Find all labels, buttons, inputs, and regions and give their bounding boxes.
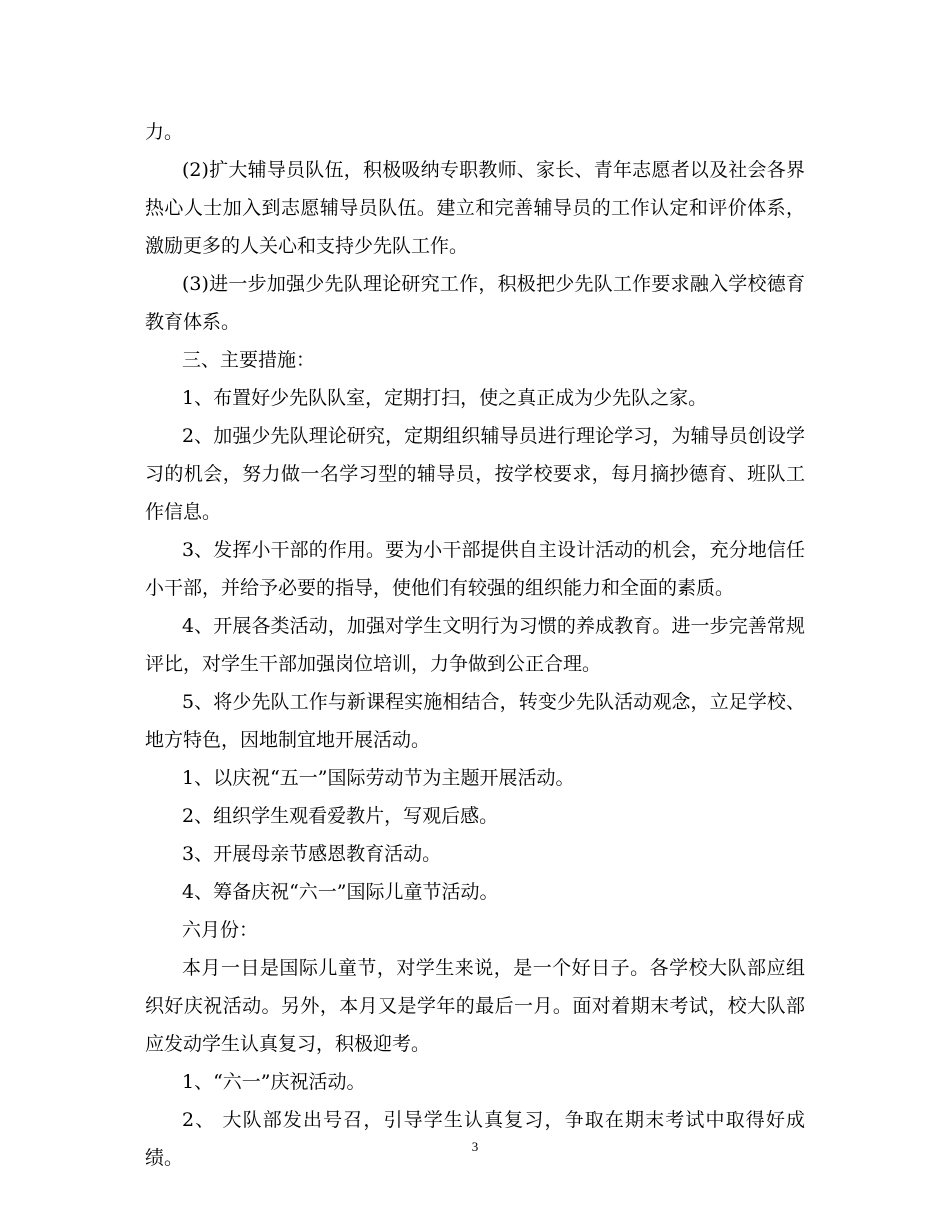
paragraph-6: 2、加强少先队理论研究，定期组织辅导员进行理论学习，为辅导员创设学习的机会，努力做一名学习型的辅导员，按学校要求，每月摘抄德育、班队工作信息。 bbox=[145, 425, 805, 523]
paragraph-15: 本月一日是国际儿童节，对学生来说，是一个好日子。各学校大队部应组织好庆祝活动。另外，本月又是学年的最后一月。面对着期末考试，校大队部应发动学生认真复习，积极迎考。 bbox=[145, 957, 805, 1055]
paragraph-10: 1、以庆祝“五一”国际劳动节为主题开展活动。 bbox=[182, 767, 575, 789]
paragraph-1: 力。 bbox=[145, 121, 184, 143]
paragraph-9: 5、将少先队工作与新课程实施相结合，转变少先队活动观念，立足学校、地方特色，因地制宜地开展活动。 bbox=[145, 691, 805, 751]
page-number: 3 bbox=[471, 1139, 479, 1154]
paragraph-2: (2)扩大辅导员队伍，积极吸纳专职教师、家长、青年志愿者以及社会各界热心人士加入到志愿辅导员队伍。建立和完善辅导员的工作认定和评价体系，激励更多的人关心和支持少先队工作。 bbox=[145, 159, 805, 257]
section-heading-june: 六月份： bbox=[182, 919, 259, 941]
paragraph-12: 3、开展母亲节感恩教育活动。 bbox=[182, 843, 442, 865]
document-body bbox=[145, 113, 805, 1177]
paragraph-5: 1、布置好少先队队室，定期打扫，使之真正成为少先队之家。 bbox=[182, 387, 708, 409]
paragraph-7: 3、发挥小干部的作用。要为小干部提供自主设计活动的机会，充分地信任小干部，并给予必要的指导，使他们有较强的组织能力和全面的素质。 bbox=[145, 539, 805, 599]
paragraph-16: 1、“六一”庆祝活动。 bbox=[182, 1071, 366, 1093]
paragraph-8: 4、开展各类活动，加强对学生文明行为习惯的养成教育。进一步完善常规评比，对学生干部加强岗位培训，力争做到公正合理。 bbox=[145, 615, 805, 675]
paragraph-3: (3)进一步加强少先队理论研究工作，积极把少先队工作要求融入学校德育教育体系。 bbox=[145, 273, 805, 333]
section-heading-measures: 三、主要措施： bbox=[182, 349, 316, 371]
paragraph-17: 2、 大队部发出号召，引导学生认真复习，争取在期末考试中取得好成绩。 bbox=[145, 1109, 805, 1169]
paragraph-13: 4、筹备庆祝“六一”国际儿童节活动。 bbox=[182, 881, 499, 903]
paragraph-11: 2、组织学生观看爱教片，写观后感。 bbox=[182, 805, 499, 827]
